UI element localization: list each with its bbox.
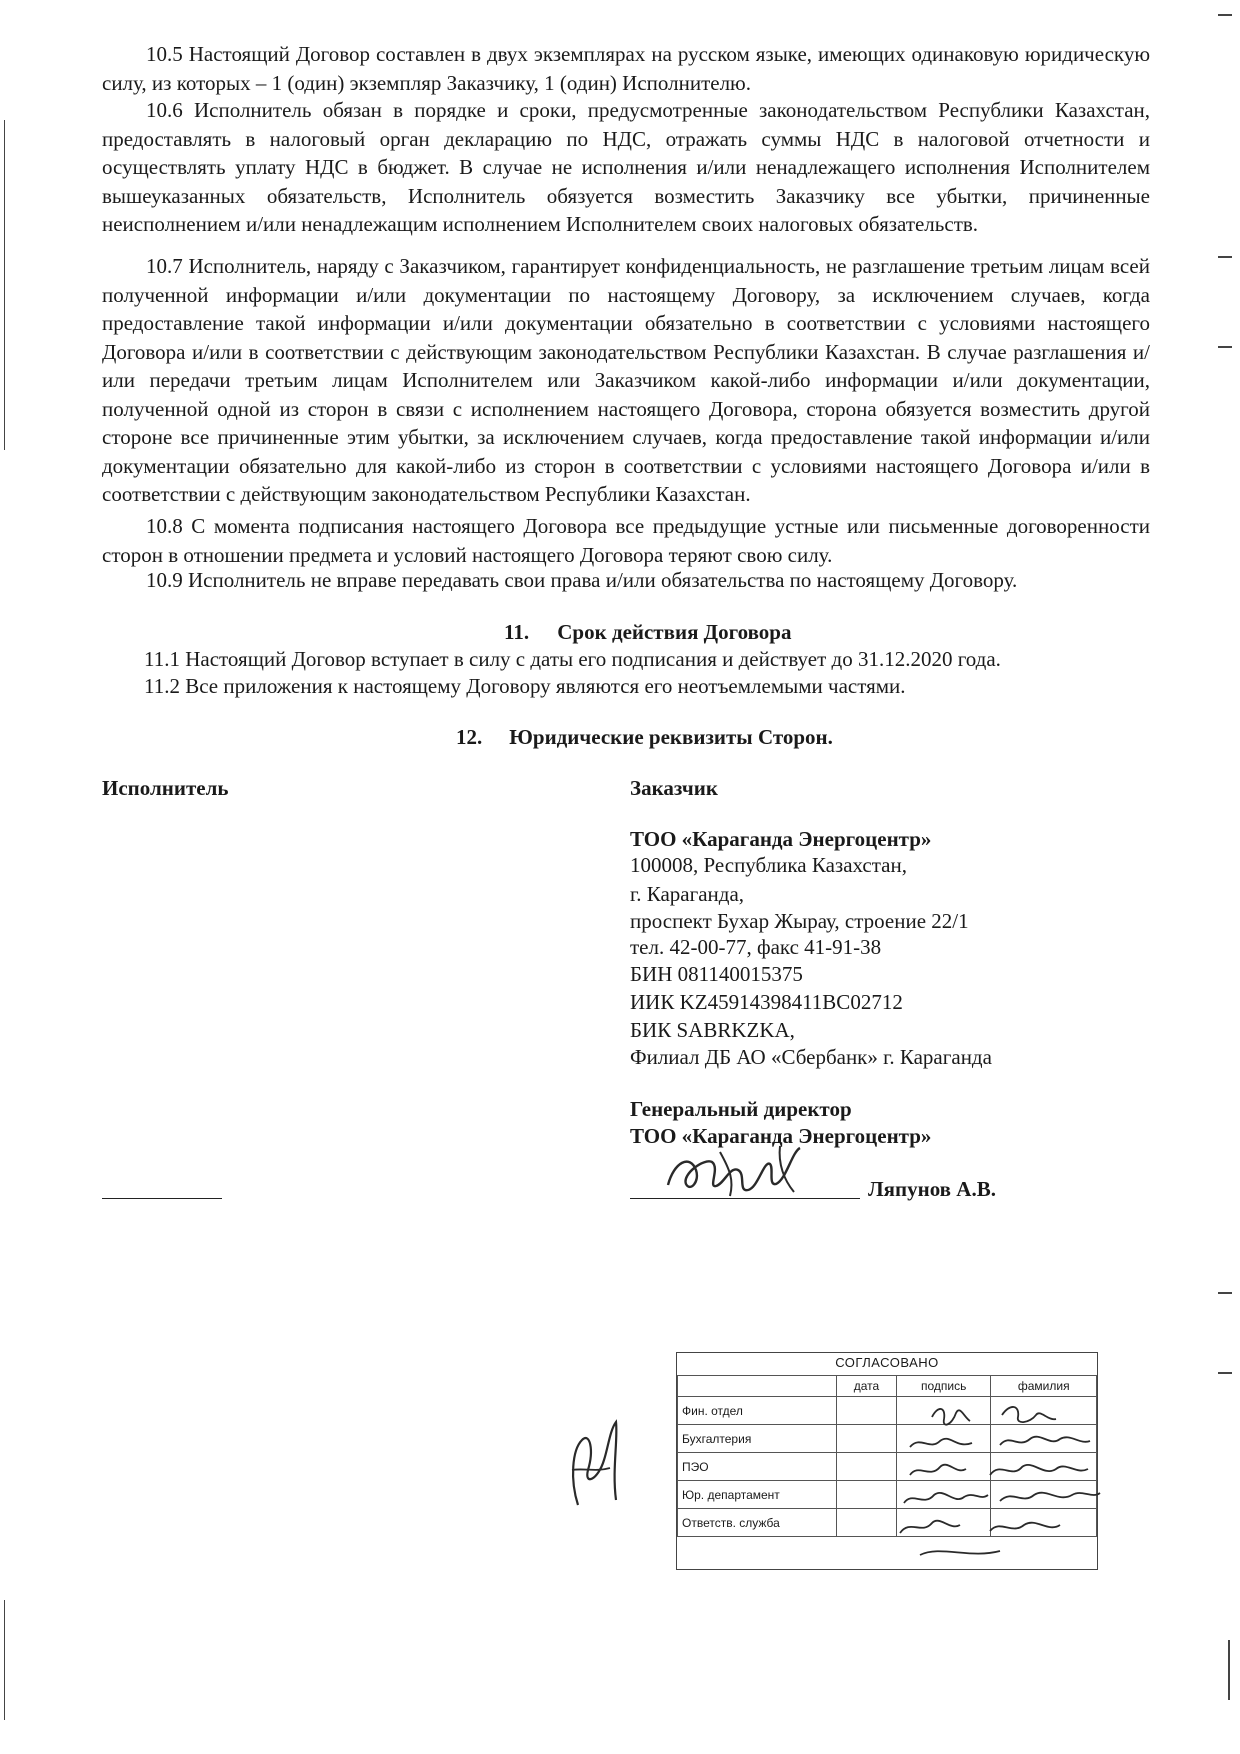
clause-11-2: 11.2 Все приложения к настоящему Договору являются его неотъемлемыми частями. (144, 674, 906, 698)
clause-text: Исполнитель не вправе передавать свои права и/или обязательства по настоящему Договору. (188, 568, 1018, 592)
customer-company: ТОО «Караганда Энергоцентр» (630, 827, 932, 851)
approval-header: подпись (896, 1376, 991, 1397)
approval-header: фамилия (991, 1376, 1097, 1397)
executor-signature-line (102, 1198, 222, 1199)
customer-signatory: Ляпунов А.В. (868, 1177, 996, 1201)
margin-mark (1218, 256, 1232, 258)
margin-mark (1218, 1292, 1232, 1294)
approval-header (678, 1376, 837, 1397)
clause-text: Настоящий Договор составлен в двух экземплярах на русском языке, имеющих одинаковую юридическую силу, из которых – 1 (один) экземпляр Заказчику, 1 (один) Исполнителю. (102, 42, 1151, 95)
approval-row-label: ПЭО (678, 1453, 837, 1481)
clause-10-5 (102, 40, 1150, 97)
clause-text: Исполнитель обязан в порядке и сроки, предусмотренные законодательством Республики Казахстан, предоставлять в налоговый орган декларацию по НДС, отражать суммы НДС в налоговой отчетности и осуществлять уплату НДС в бюджет. В случае не исполнения и/или ненадлежащего исполнения Исполнителем вышеуказанных обязательств, Исполнитель обязуется возместить Заказчику все убытки, причиненные неисполнением и/или ненадлежащим исполнением Исполнителем своих налоговых обязательств. (102, 98, 1151, 236)
clause-10-9 (102, 566, 1150, 595)
clause-10-6 (102, 96, 1150, 239)
clause-11-1: 11.1 Настоящий Договор вступает в силу с даты его подписания и действует до 31.12.2020 года. (144, 647, 1001, 671)
clause-number: 10.5 (146, 42, 183, 66)
customer-iik: ИИК KZ45914398411BC02712 (630, 990, 903, 1014)
clause-number: 10.8 (146, 514, 183, 538)
clause-10-8 (102, 512, 1150, 569)
customer-address-3: проспект Бухар Жырау, строение 22/1 (630, 909, 969, 933)
approval-row-label: Бухгалтерия (678, 1425, 837, 1453)
approval-row-label: Фин. отдел (678, 1397, 837, 1425)
section-number: 11. (504, 620, 530, 644)
approval-row-label: Ответств. служба (678, 1509, 837, 1537)
approval-signatures (860, 1395, 1140, 1575)
side-signature (558, 1410, 638, 1520)
customer-position-company: ТОО «Караганда Энергоцентр» (630, 1124, 932, 1148)
customer-bik: БИК SABRKZKA, (630, 1018, 795, 1042)
margin-mark (4, 1600, 5, 1720)
customer-address-1: 100008, Республика Казахстан, (630, 853, 907, 877)
clause-number: 10.9 (146, 568, 183, 592)
margin-mark (1218, 1372, 1232, 1374)
clause-10-7 (102, 252, 1150, 509)
customer-label: Заказчик (630, 776, 718, 800)
clause-text: С момента подписания настоящего Договора все предыдущие устные или письменные договоренности сторон в отношении предмета и условий настоящего Договора теряют свою силу. (102, 514, 1150, 567)
section-11-heading (504, 620, 792, 645)
section-title: Юридические реквизиты Сторон. (509, 725, 833, 749)
margin-mark (1228, 1640, 1230, 1700)
clause-number: 10.7 (146, 254, 183, 278)
section-title: Срок действия Договора (557, 620, 792, 644)
margin-mark (4, 120, 5, 450)
approval-row-label: Юр. департамент (678, 1481, 837, 1509)
customer-position: Генеральный директор (630, 1097, 852, 1121)
margin-mark (1218, 346, 1232, 348)
executor-label: Исполнитель (102, 776, 229, 800)
approval-header-row (678, 1376, 1097, 1397)
clause-text: Исполнитель, наряду с Заказчиком, гарантирует конфиденциальность, не разглашение третьим лицам всей полученной информации и/или документации по настоящему Договору, за исключением случаев, когда предоставление такой информации и/или документации обязательно в соответствии с условиями настоящего Договора и/или в соответствии с действующим законодательством Республики Казахстан. В случае разглашения и/или передачи третьим лицам Исполнителем или Заказчиком какой-либо информации и/или документации, полученной одной из сторон в связи с исполнением настоящего Договора, сторона обязуется возместить другой стороне все причиненные этим убытки, за исключением случаев, когда предоставление такой информации и/или документации обязательно для какой-либо из сторон в соответствии с условиями настоящего Договора и/или в соответствии с действующим законодательством Республики Казахстан. (102, 254, 1150, 506)
customer-phone: тел. 42-00-77, факс 41-91-38 (630, 935, 882, 959)
director-signature (660, 1140, 840, 1202)
section-number: 12. (456, 725, 483, 749)
margin-mark (1218, 14, 1232, 16)
stamp-title: СОГЛАСОВАНО (835, 1355, 939, 1370)
clause-number: 10.6 (146, 98, 183, 122)
customer-bank: Филиал ДБ АО «Сбербанк» г. Караганда (630, 1045, 992, 1069)
section-12-heading (456, 725, 833, 750)
customer-address-2: г. Караганда, (630, 882, 745, 906)
approval-header: дата (837, 1376, 897, 1397)
customer-bin: БИН 081140015375 (630, 962, 803, 986)
